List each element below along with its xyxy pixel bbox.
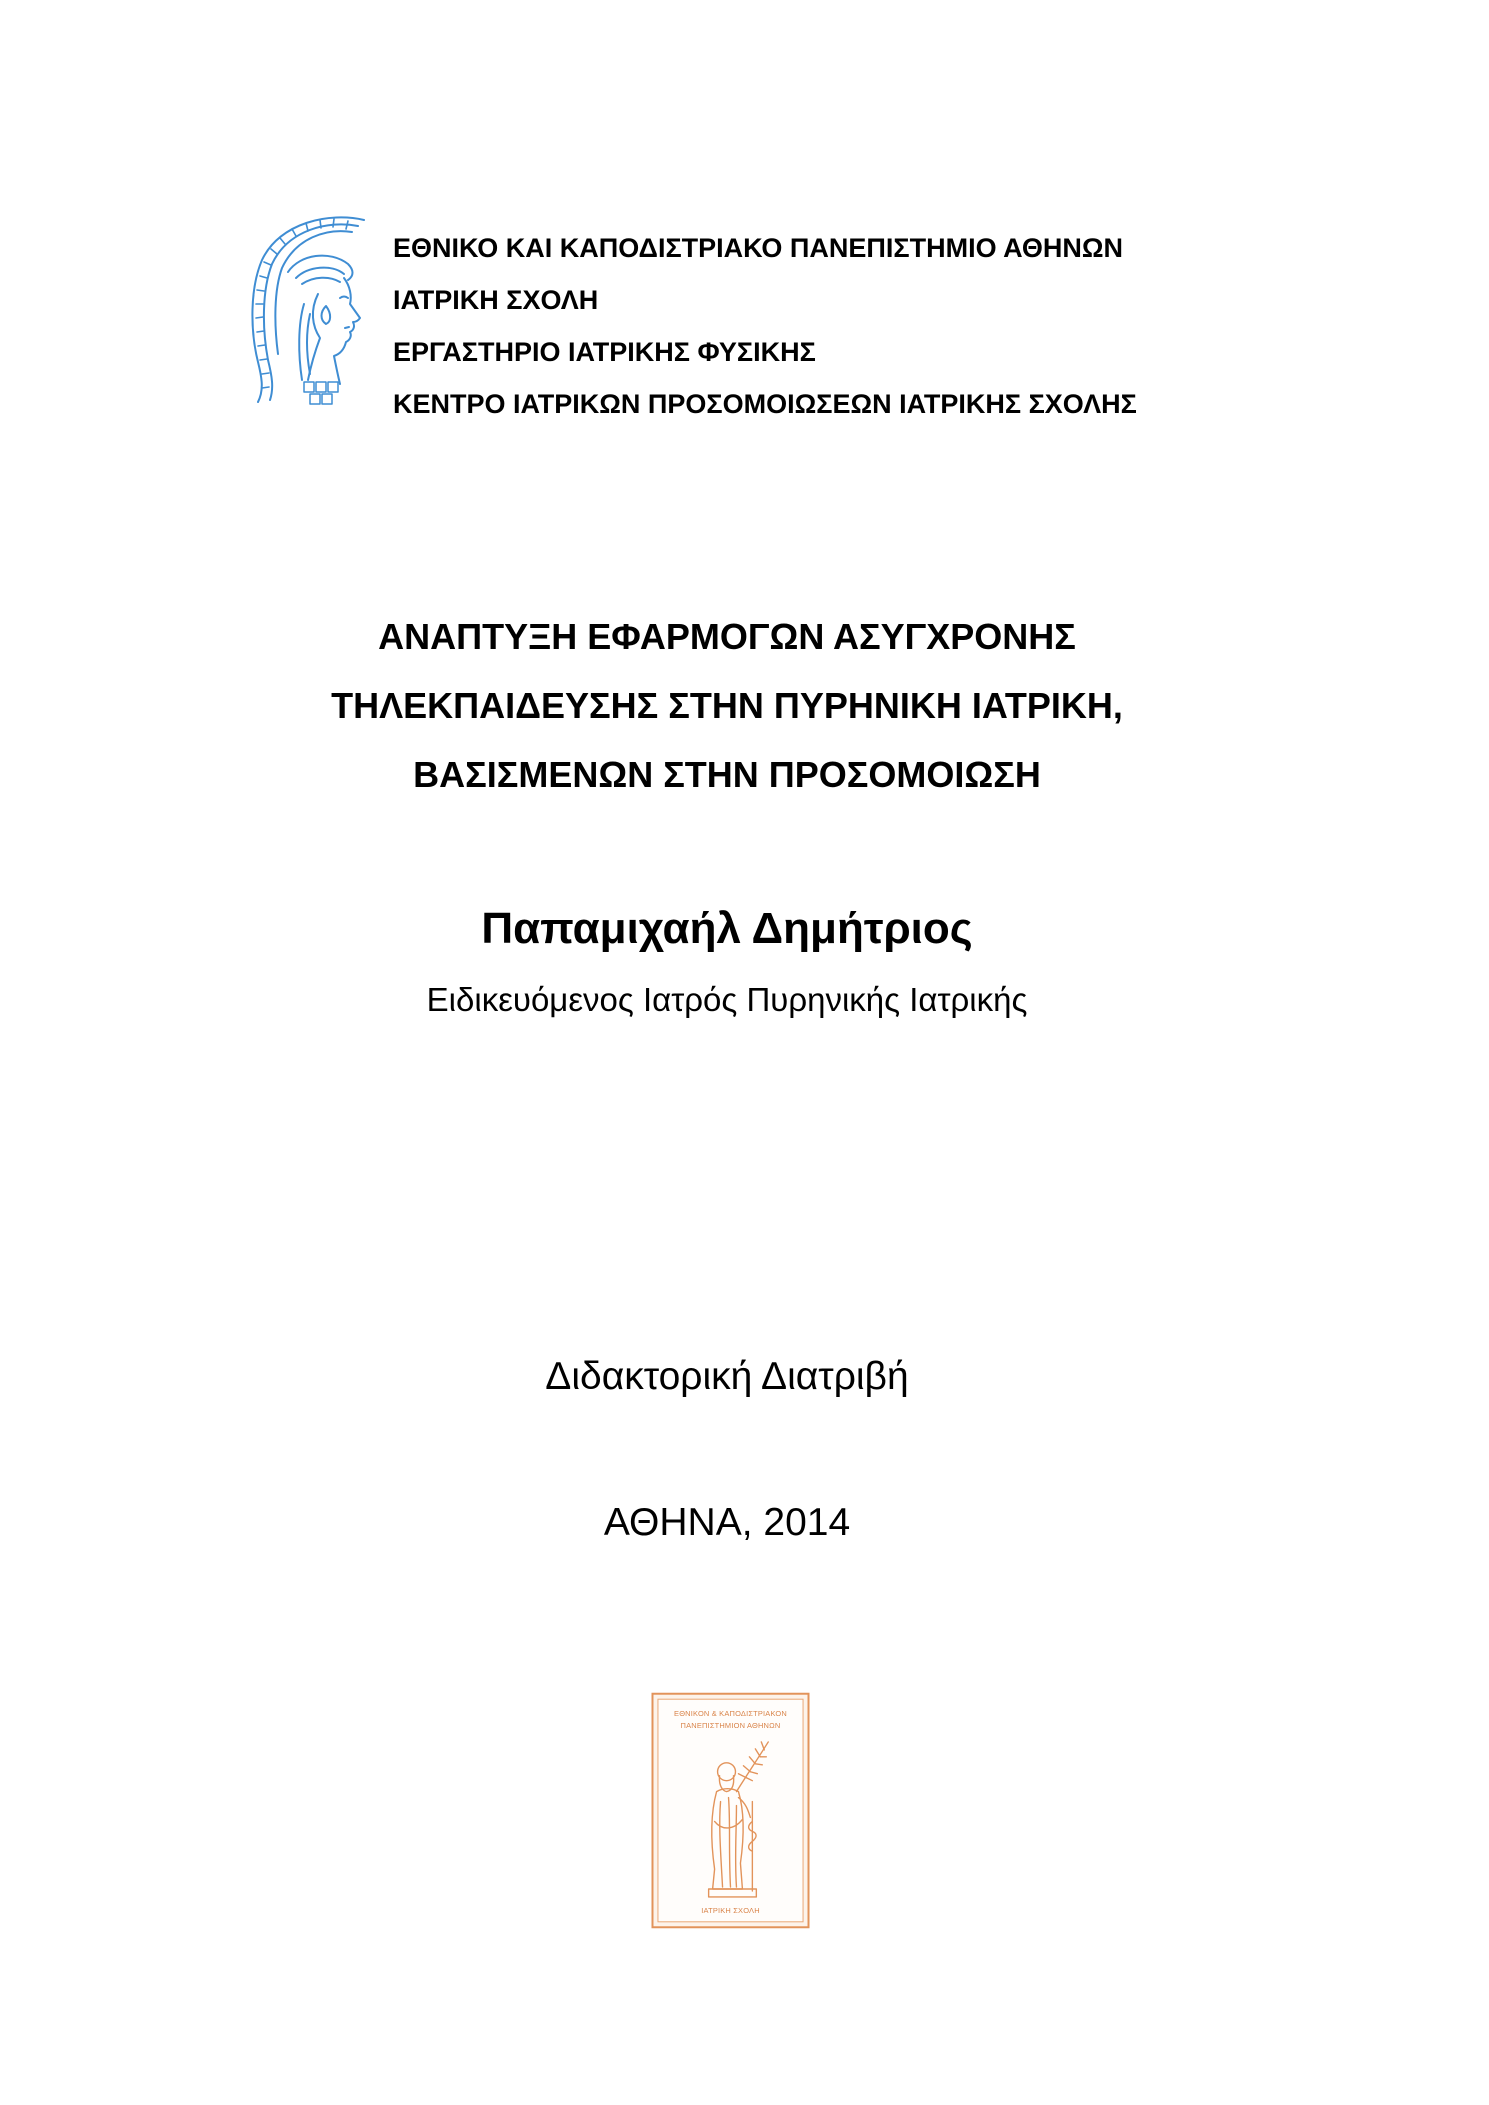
- thesis-title: [177, 602, 1277, 809]
- seal-top-line-2: ΠΑΝΕΠΙΣΤΗΜΙΟΝ ΑΘΗΝΩΝ: [680, 1721, 781, 1731]
- athena-head-logo-icon: [244, 214, 368, 406]
- author-role: Ειδικευόμενος Ιατρός Πυρηνικής Ιατρικής: [426, 981, 1028, 1018]
- seal-top-line-1: ΕΘΝΙΚΟΝ & ΚΑΠΟΔΙΣΤΡΙΑΚΟΝ: [674, 1709, 787, 1719]
- author-name: Παπαμιχαήλ Δημήτριος: [481, 904, 973, 953]
- school-name: ΙΑΤΡΙΚΗ ΣΧΟΛΗ: [393, 285, 599, 315]
- university-name: ΕΘΝΙΚΟ ΚΑΙ ΚΑΠΟΔΙΣΤΡΙΑΚΟ ΠΑΝΕΠΙΣΤΗΜΙΟ ΑΘΗΝΩΝ: [393, 233, 1124, 263]
- institution-header: [393, 222, 1393, 430]
- title-line-1: ΑΝΑΠΤΥΞΗ ΕΦΑΡΜΟΓΩΝ ΑΣΥΓΧΡΟΝΗΣ: [378, 616, 1076, 657]
- document-type: Διδακτορική Διατριβή: [545, 1355, 909, 1398]
- title-line-2: ΤΗΛΕΚΠΑΙΔΕΥΣΗΣ ΣΤΗΝ ΠΥΡΗΝΙΚΗ ΙΑΤΡΙΚΗ,: [331, 685, 1123, 726]
- seal-bottom-line: ΙΑΤΡΙΚΗ ΣΧΟΛΗ: [701, 1905, 760, 1915]
- center-name: ΚΕΝΤΡΟ ΙΑΤΡΙΚΩΝ ΠΡΟΣΟΜΟΙΩΣΕΩΝ ΙΑΤΡΙΚΗΣ ΣΧΟΛΗΣ: [393, 389, 1137, 419]
- laboratory-name: ΕΡΓΑΣΤΗΡΙΟ ΙΑΤΡΙΚΗΣ ΦΥΣΙΚΗΣ: [393, 337, 816, 367]
- title-line-3: ΒΑΣΙΣΜΕΝΩΝ ΣΤΗΝ ΠΡΟΣΟΜΟΙΩΣΗ: [413, 754, 1041, 795]
- place-year: ΑΘΗΝΑ, 2014: [603, 1501, 851, 1544]
- medical-school-seal-icon: [651, 1692, 810, 1929]
